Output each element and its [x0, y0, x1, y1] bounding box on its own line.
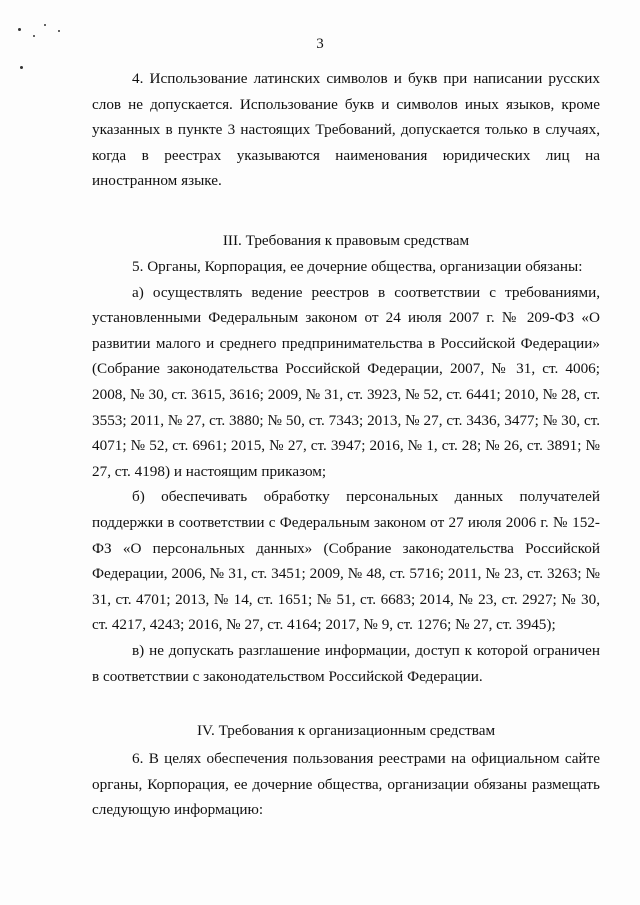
scan-speck [18, 28, 21, 31]
section-3-body [92, 254, 600, 689]
paragraph-5b: б) обеспечивать обработку персональных данных получателей поддержки в соответствии с Федеральным законом от 27 июля 2006 г. № 152-ФЗ «О персональных данных» (Собрание законодательства Российской Федерации, 2006, № 31, ст. 3451; 2009, № 48, ст. 5716; 2011, № 23, ст. 3263; № 31, ст. 4701; 2013, № 14, ст. 1651; № 51, ст. 6683; 2014, № 23, ст. 2927; № 30, ст. 4217, 4243; 2016, № 27, ст. 4164; 2017, № 9, ст. 1276; № 27, ст. 3945); [92, 488, 600, 634]
scan-speck [58, 30, 60, 32]
paragraph-5a: а) осуществлять ведение реестров в соответствии с требованиями, установленными Федеральным законом от 24 июля 2007 г. № 209-ФЗ «О развитии малого и среднего предпринимательства в Российской Федерации» (Собрание законодательства Российской Федерации, 2007, № 31, ст. 4006; 2008, № 30, ст. 3615, 3616; 2009, № 31, ст. 3923, № 52, ст. 6441; 2010, № 28, ст. 3553; 2011, № 27, ст. 3880; № 50, ст. 7343; 2013, № 27, ст. 3436, 3477; № 30, ст. 4071; № 52, ст. 6961; 2015, № 27, ст. 3947; 2016, № 1, ст. 28; № 26, ст. 3891; № 27, ст. 4198) и настоящим приказом; [92, 283, 600, 480]
paragraph-6: 6. В целях обеспечения пользования реестрами на официальном сайте органы, Корпорация, ее дочерние общества, организации обязаны размещать следующую информацию: [92, 750, 600, 819]
section-4-body [92, 746, 600, 823]
paragraph-4: 4. Использование латинских символов и букв при написании русских слов не допускается. Использование букв и символов иных языков, кроме указанных в пункте 3 настоящих Требований, допускается только в случаях, когда в реестрах указываются наименования юридических лиц на иностранном языке. [92, 70, 600, 190]
section-3-heading: III. Требования к правовым средствам [222, 232, 470, 249]
scan-speck [20, 66, 23, 69]
section-4-heading: IV. Требования к организационным средствам [196, 722, 496, 739]
paragraph-4-block [92, 66, 600, 194]
scan-speck [44, 24, 46, 26]
paragraph-5v: в) не допускать разглашение информации, доступ к которой ограничен в соответствии с законодательством Российской Федерации. [92, 641, 600, 685]
paragraph-5: 5. Органы, Корпорация, ее дочерние общества, организации обязаны: [132, 258, 583, 275]
page-number: 3 [316, 36, 324, 52]
